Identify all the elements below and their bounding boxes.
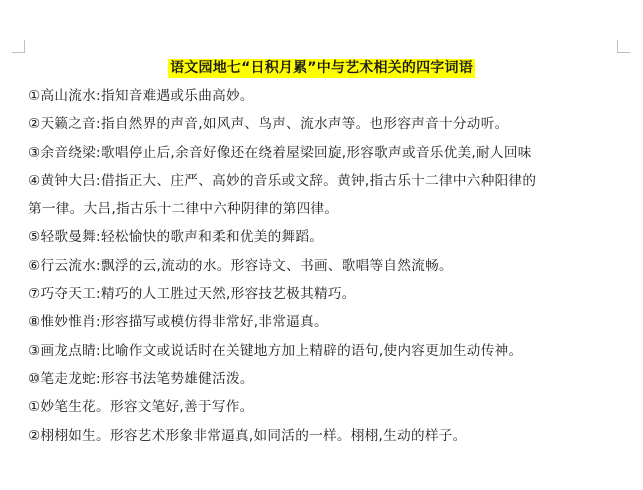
text-line: ⑩笔走龙蛇:形容书法笔势雄健活泼。 xyxy=(28,370,254,387)
text-line: ③画龙点睛:比喻作文或说话时在关键地方加上精辟的语句,使内容更加生动传神。 xyxy=(28,342,523,359)
document-title: 语文园地七“日积月累”中与艺术相关的四字词语 xyxy=(170,60,473,76)
title-container xyxy=(0,57,643,78)
margin-corner-mark-left xyxy=(12,40,25,53)
text-line: ①妙笔生花。形容文笔好,善于写作。 xyxy=(28,399,254,416)
text-line: ③余音绕梁:歌唱停止后,余音好像还在绕着屋梁回旋,形容歌声或音乐优美,耐人回味 xyxy=(28,144,532,161)
margin-corner-mark-right xyxy=(617,40,630,53)
text-line: ⑥行云流水:飘浮的云,流动的水。形容诗文、书画、歌唱等自然流畅。 xyxy=(28,257,453,274)
text-line: ④黄钟大吕:借指正大、庄严、高妙的音乐或文辞。黄钟,指古乐十二律中六种阳律的 xyxy=(28,172,537,189)
text-line: ②栩栩如生。形容艺术形象非常逼真,如同活的一样。栩栩,生动的样子。 xyxy=(28,427,467,444)
text-line: 第一律。大吕,指古乐十二律中六种阴律的第四律。 xyxy=(28,201,339,218)
document-body xyxy=(28,82,588,450)
text-line: ②天籁之音:指自然界的声音,如风声、鸟声、流水声等。也形容声音十分动听。 xyxy=(28,116,509,133)
text-line: ⑦巧夺天工:精巧的人工胜过天然,形容技艺极其精巧。 xyxy=(28,286,356,303)
text-line: ①高山流水:指知音难遇或乐曲高妙。 xyxy=(28,88,254,104)
text-line: ⑧惟妙惟肖:形容描写或模仿得非常好,非常逼真。 xyxy=(28,314,328,331)
text-line: ⑤轻歌曼舞:轻松愉快的歌声和柔和优美的舞蹈。 xyxy=(28,229,324,246)
